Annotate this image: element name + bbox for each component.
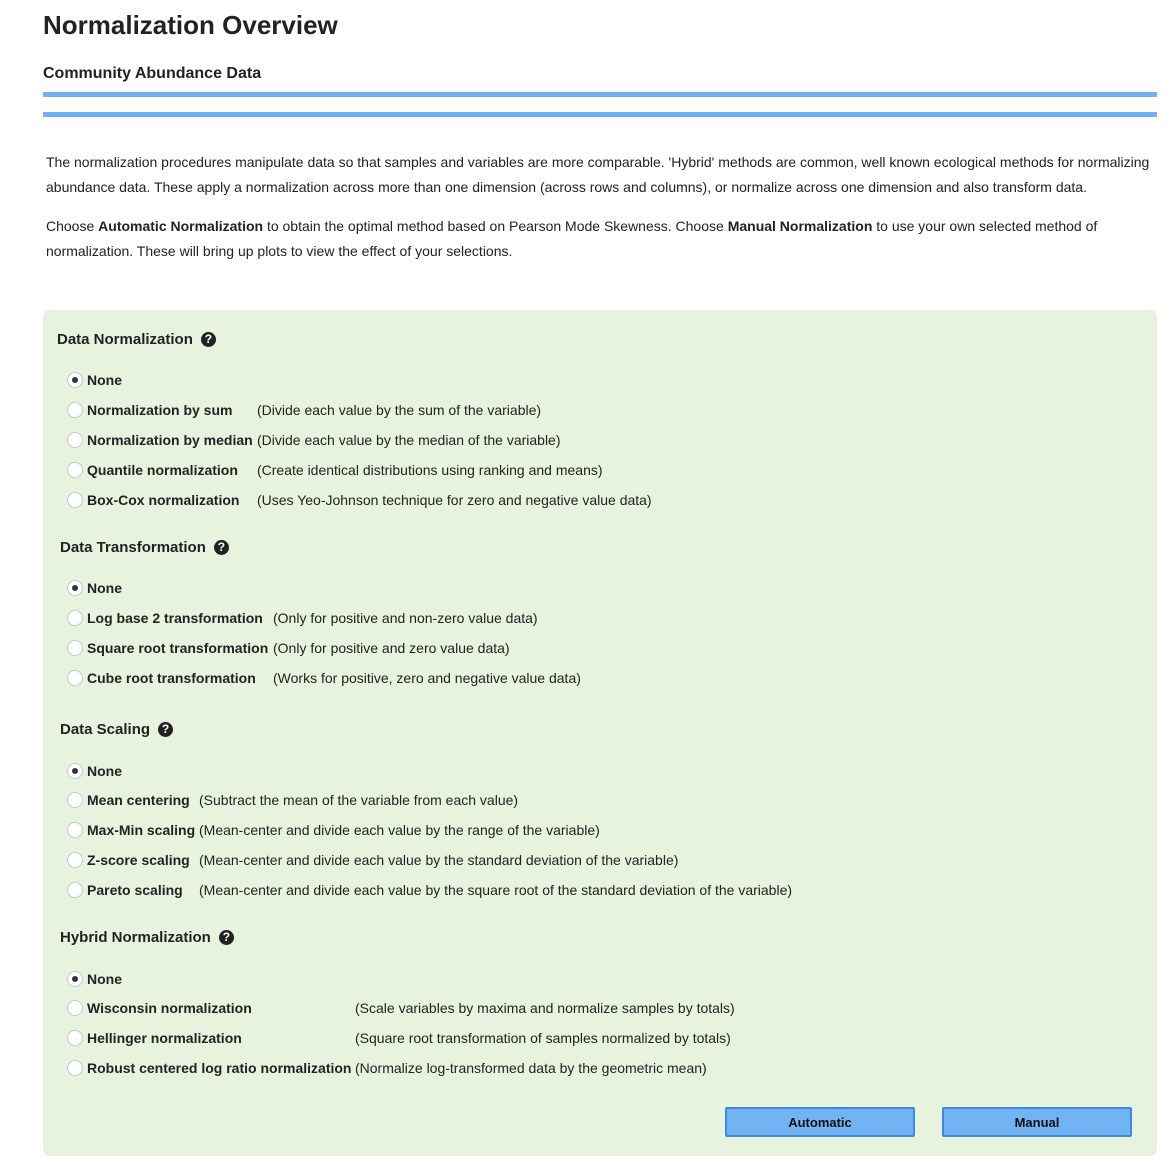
radio-icon[interactable] [67, 492, 83, 508]
normalization-option-boxcox[interactable] [67, 490, 652, 510]
scaling-option-maxmin[interactable] [67, 820, 600, 840]
option-label: Quantile normalization [87, 462, 238, 478]
option-description: (Mean-center and divide each value by the square root of the standard deviation of the variable) [199, 882, 793, 898]
normalization-option-sum[interactable] [67, 400, 541, 420]
option-description: (Uses Yeo-Johnson technique for zero and negative value data) [257, 492, 652, 508]
manual-button[interactable]: Manual [942, 1107, 1132, 1137]
radio-icon[interactable] [67, 462, 83, 478]
scaling-option-pareto[interactable] [67, 880, 792, 900]
radio-icon[interactable] [67, 610, 83, 626]
radio-icon[interactable] [67, 432, 83, 448]
option-label: Log base 2 transformation [87, 610, 263, 626]
radio-icon[interactable] [67, 1060, 83, 1076]
intro-text-part: to obtain the optimal method based on Pearson Mode Skewness. Choose [263, 218, 728, 234]
option-description: (Subtract the mean of the variable from each value) [199, 792, 519, 808]
radio-icon[interactable] [67, 1030, 83, 1046]
intro-text [46, 150, 1156, 278]
option-description: (Only for positive and zero value data) [273, 640, 510, 656]
option-label: Max-Min scaling [87, 822, 196, 838]
option-label: Normalization by median [87, 432, 253, 448]
scaling-option-zscore[interactable] [67, 850, 678, 870]
option-label: None [87, 971, 122, 987]
radio-icon[interactable] [67, 882, 83, 898]
scaling-title [60, 721, 173, 738]
hybrid-title-text: Hybrid Normalization [60, 929, 211, 946]
help-icon[interactable]: ? [214, 540, 229, 555]
help-icon[interactable]: ? [201, 332, 216, 347]
option-description: (Divide each value by the median of the variable) [257, 432, 561, 448]
normalization-title-text: Data Normalization [57, 331, 193, 348]
scaling-option-none[interactable] [67, 761, 122, 781]
radio-icon[interactable] [67, 822, 83, 838]
scaling-title-text: Data Scaling [60, 721, 151, 738]
option-label: Normalization by sum [87, 402, 233, 418]
transformation-option-none[interactable] [67, 578, 122, 598]
option-label: Robust centered log ratio normalization [87, 1060, 352, 1076]
option-description: (Create identical distributions using ranking and means) [257, 462, 603, 478]
radio-selected-icon[interactable] [67, 763, 83, 779]
option-label: Pareto scaling [87, 882, 183, 898]
transformation-option-cuberoot[interactable] [67, 668, 581, 688]
hybrid-option-hellinger[interactable] [67, 1028, 731, 1048]
option-label: Wisconsin normalization [87, 1000, 252, 1016]
hybrid-option-none[interactable] [67, 969, 122, 989]
intro-paragraph-1: The normalization procedures manipulate data so that samples and variables are more comparable. 'Hybrid' methods are common, well known ecological methods for normalizing abundance data. These apply a normalization across more than one dimension (across rows and columns), or normalize across one dimension and also transform data. [46, 154, 1150, 195]
option-description: (Normalize log-transformed data by the geometric mean) [355, 1060, 707, 1076]
hybrid-title [60, 929, 234, 946]
radio-icon[interactable] [67, 640, 83, 656]
radio-icon[interactable] [67, 670, 83, 686]
intro-automatic-emphasis: Automatic Normalization [98, 218, 264, 234]
transformation-title-text: Data Transformation [60, 539, 206, 556]
normalization-option-quantile[interactable] [67, 460, 603, 480]
transformation-title [60, 539, 229, 556]
normalization-option-median[interactable] [67, 430, 561, 450]
option-description: (Only for positive and non-zero value data) [273, 610, 538, 626]
transformation-option-sqrt[interactable] [67, 638, 510, 658]
option-label: Square root transformation [87, 640, 269, 656]
radio-icon[interactable] [67, 792, 83, 808]
radio-icon[interactable] [67, 402, 83, 418]
radio-selected-icon[interactable] [67, 971, 83, 987]
option-description: (Square root transformation of samples normalized by totals) [355, 1030, 731, 1046]
option-description: (Works for positive, zero and negative value data) [273, 670, 581, 686]
intro-text-part: Choose [46, 218, 99, 234]
option-label: None [87, 763, 122, 779]
radio-selected-icon[interactable] [67, 372, 83, 388]
normalization-option-none[interactable] [67, 370, 122, 390]
transformation-option-log2[interactable] [67, 608, 538, 628]
option-description: (Scale variables by maxima and normalize samples by totals) [355, 1000, 735, 1016]
page-title: Normalization Overview [43, 10, 338, 40]
option-label: None [87, 580, 122, 596]
option-label: Box-Cox normalization [87, 492, 240, 508]
normalization-title [57, 331, 216, 348]
accent-divider-top [43, 92, 1157, 97]
radio-icon[interactable] [67, 852, 83, 868]
intro-text-part: to use your own selected method of normalization. These will bring up plots to view the effect of your selections. [46, 218, 1098, 259]
hybrid-option-wisconsin[interactable] [67, 998, 735, 1018]
hybrid-option-robust-clr[interactable] [67, 1058, 707, 1078]
page-subtitle: Community Abundance Data [43, 65, 262, 82]
intro-paragraph-2 [46, 214, 1156, 264]
option-label: None [87, 372, 122, 388]
option-label: Hellinger normalization [87, 1030, 242, 1046]
scaling-option-mean-centering[interactable] [67, 790, 518, 810]
accent-divider-bottom [43, 112, 1157, 117]
help-icon[interactable]: ? [158, 722, 173, 737]
intro-manual-emphasis: Manual Normalization [727, 218, 873, 234]
option-label: Cube root transformation [87, 670, 256, 686]
option-description: (Mean-center and divide each value by the standard deviation of the variable) [199, 852, 679, 868]
radio-selected-icon[interactable] [67, 580, 83, 596]
automatic-button[interactable]: Automatic [725, 1107, 915, 1137]
options-panel [43, 310, 1157, 1156]
option-description: (Divide each value by the sum of the variable) [257, 402, 542, 418]
option-description: (Mean-center and divide each value by the range of the variable) [199, 822, 600, 838]
option-label: Z-score scaling [87, 852, 190, 868]
help-icon[interactable]: ? [219, 930, 234, 945]
radio-icon[interactable] [67, 1000, 83, 1016]
option-label: Mean centering [87, 792, 190, 808]
